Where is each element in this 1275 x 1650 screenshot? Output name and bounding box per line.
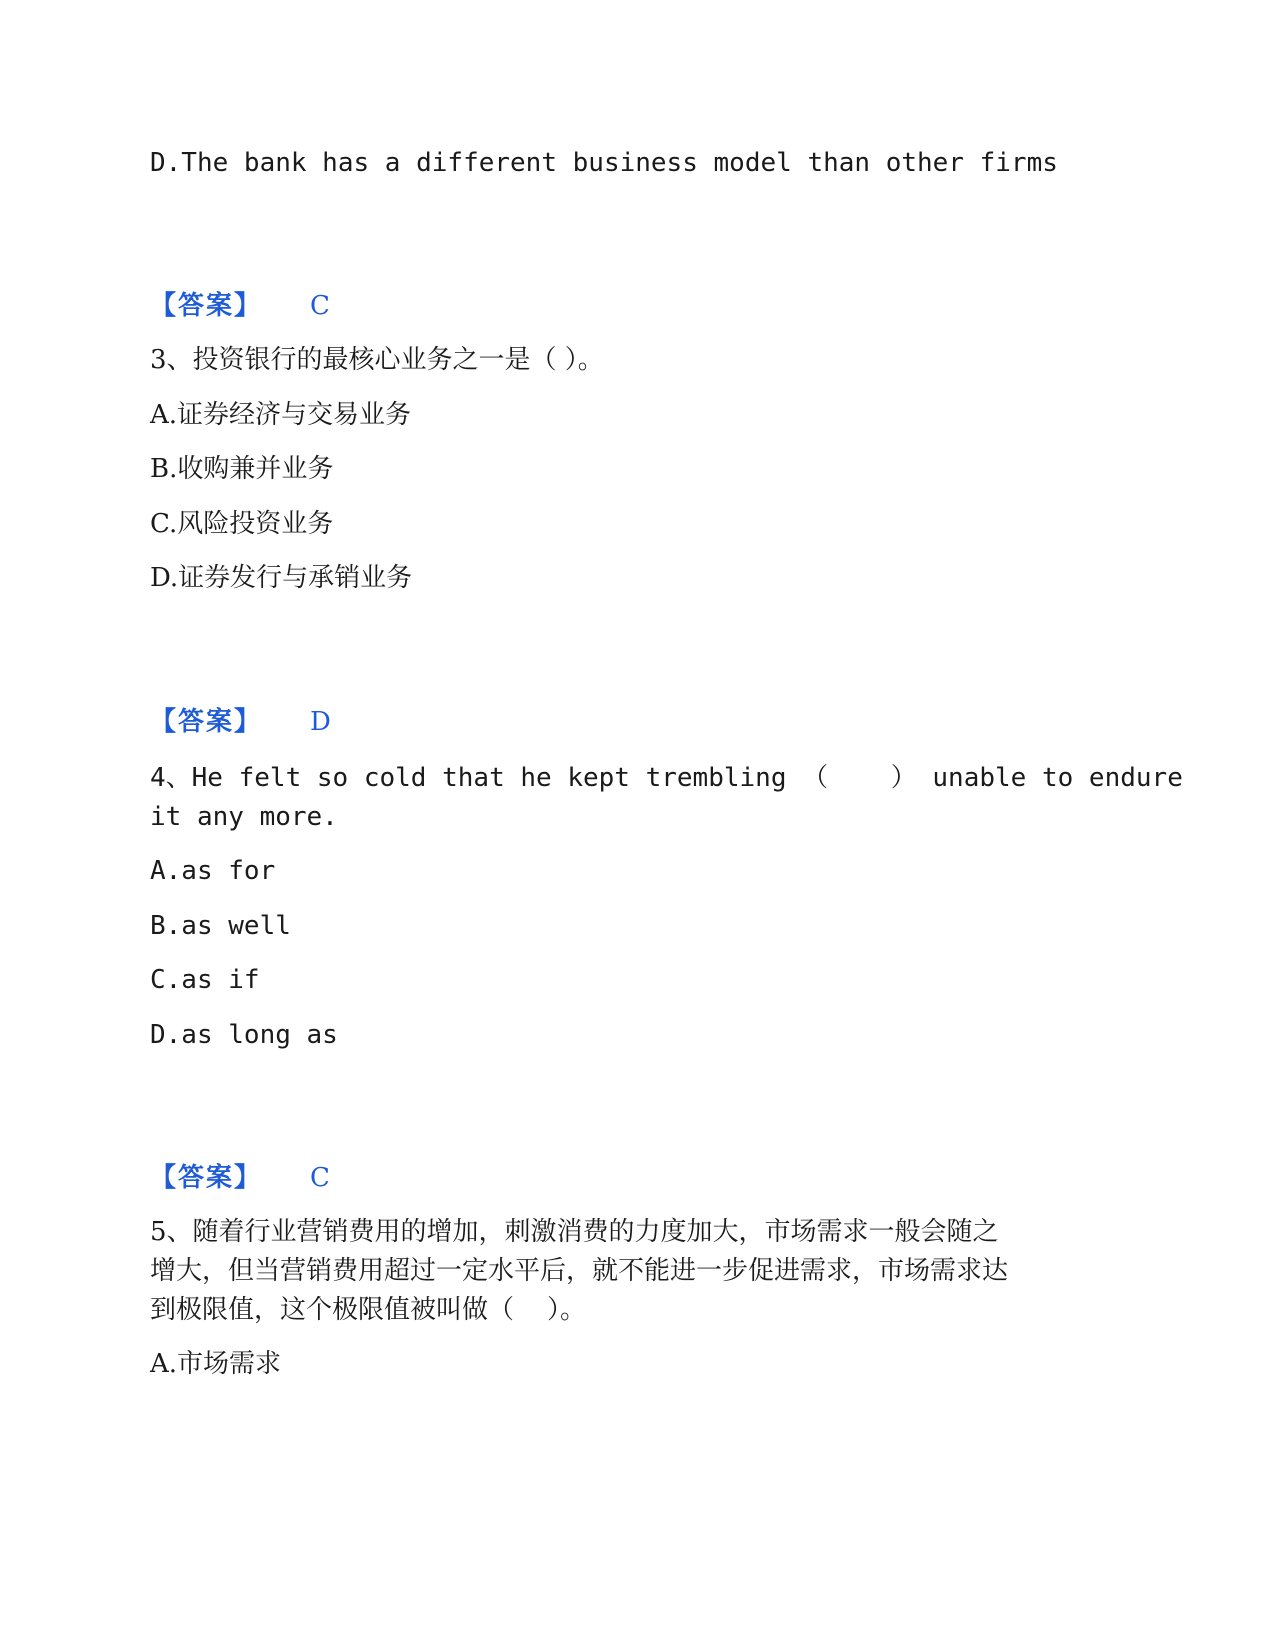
q5-question-line2: 增大，但当营销费用超过一定水平后，就不能进一步促进需求，市场需求达	[150, 1256, 1009, 1286]
q2-answer-value: C	[310, 291, 330, 321]
q5-question-line3: 到极限值，这个极限值被叫做（ ）。	[150, 1295, 587, 1325]
q4-question-line1: 4、He felt so cold that he kept trembling （ ） unable to endure	[150, 763, 1183, 793]
q3-option-b: B.收购兼并业务	[150, 454, 334, 484]
q4-option-b: B.as well	[150, 911, 291, 941]
q3-option-a: A.证券经济与交易业务	[150, 400, 412, 430]
q2-answer-row	[150, 286, 330, 326]
answer-label: 【答案】	[150, 707, 263, 737]
q4-answer-row	[150, 1158, 330, 1198]
q4-question-line2: it any more.	[150, 802, 338, 832]
q4-option-a: A.as for	[150, 856, 276, 886]
q2-option-d: D.The bank has a different business model than other firms	[150, 148, 1058, 178]
answer-label: 【答案】	[150, 291, 263, 321]
q3-option-c: C.风险投资业务	[150, 509, 334, 539]
q4-answer-value: C	[310, 1163, 330, 1193]
q5-question-line1: 5、随着行业营销费用的增加，刺激消费的力度加大，市场需求一般会随之	[150, 1217, 999, 1247]
q3-answer-value: D	[310, 707, 331, 737]
q3-option-d: D.证券发行与承销业务	[150, 563, 413, 593]
q3-question: 3、投资银行的最核心业务之一是（ ）。	[150, 345, 604, 375]
q3-answer-row	[150, 702, 331, 742]
q4-option-c: C.as if	[150, 965, 260, 995]
answer-label: 【答案】	[150, 1163, 263, 1193]
q5-option-a: A.市场需求	[150, 1349, 282, 1379]
q4-option-d: D.as long as	[150, 1020, 338, 1050]
